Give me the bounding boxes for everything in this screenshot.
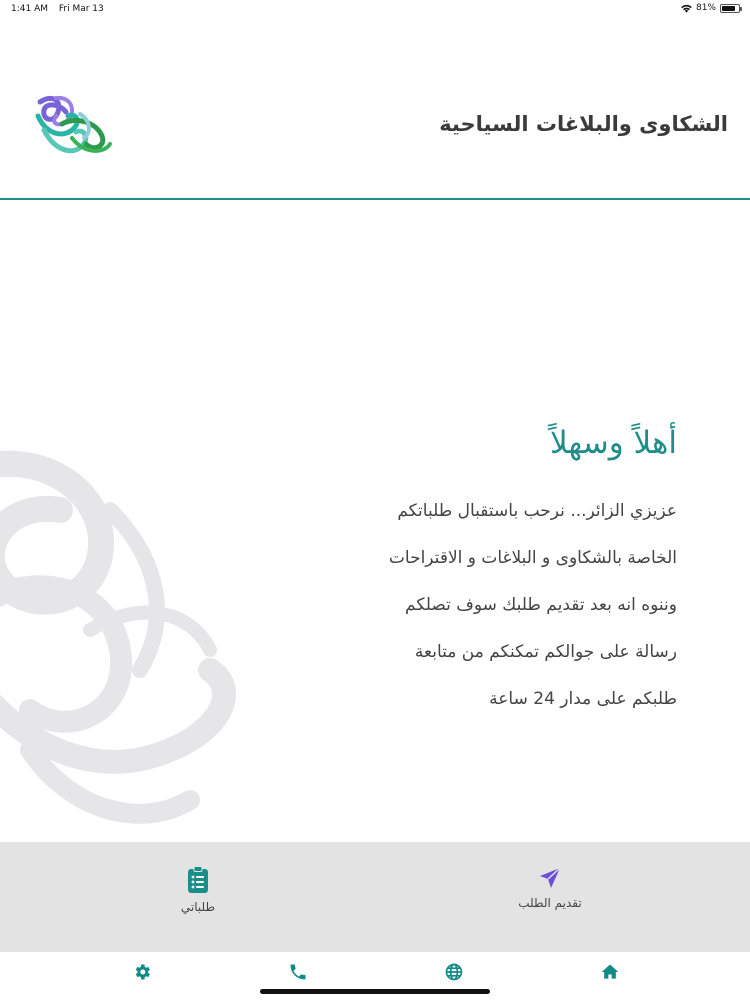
submit-request-label: تقديم الطلب: [518, 896, 582, 910]
page-title: الشكاوى والبلاغات السياحية: [439, 112, 728, 136]
action-tabbar: [0, 842, 750, 952]
battery-icon: [720, 4, 740, 13]
welcome-title: أهلاً وسهلاً: [549, 425, 677, 461]
status-date: Fri Mar 13: [58, 4, 104, 14]
status-left: [11, 4, 112, 14]
my-requests-label: طلباتي: [180, 900, 216, 914]
welcome-section: [197, 425, 677, 723]
paper-plane-icon: [538, 866, 562, 890]
welcome-line: رسالة على جوالكم تمكنكم من متابعة: [414, 642, 677, 662]
home-indicator[interactable]: [260, 989, 490, 994]
wifi-icon: [681, 4, 692, 13]
status-bar: [0, 0, 750, 20]
welcome-line: الخاصة بالشكاوى و البلاغات و الاقتراحات: [388, 548, 677, 568]
settings-icon[interactable]: [132, 962, 152, 982]
welcome-line: عزيزي الزائر... نرحب باستقبال طلباتكم: [397, 501, 677, 521]
header: [0, 20, 750, 200]
status-time: 1:41 AM: [11, 4, 48, 14]
ribbon-logo-icon: [32, 94, 114, 164]
home-icon[interactable]: [600, 962, 620, 982]
welcome-line: طلبكم على مدار 24 ساعة: [489, 689, 677, 709]
globe-icon[interactable]: [444, 962, 464, 982]
status-right: [681, 3, 740, 13]
battery-fill: [722, 6, 735, 11]
submit-request-button[interactable]: [480, 866, 620, 910]
clipboard-list-icon: [187, 866, 209, 894]
phone-icon[interactable]: [288, 962, 308, 982]
my-requests-button[interactable]: [128, 866, 268, 914]
welcome-line: وننوه انه بعد تقديم طلبك سوف تصلكم: [405, 595, 677, 615]
battery-percent: 81%: [695, 3, 716, 13]
